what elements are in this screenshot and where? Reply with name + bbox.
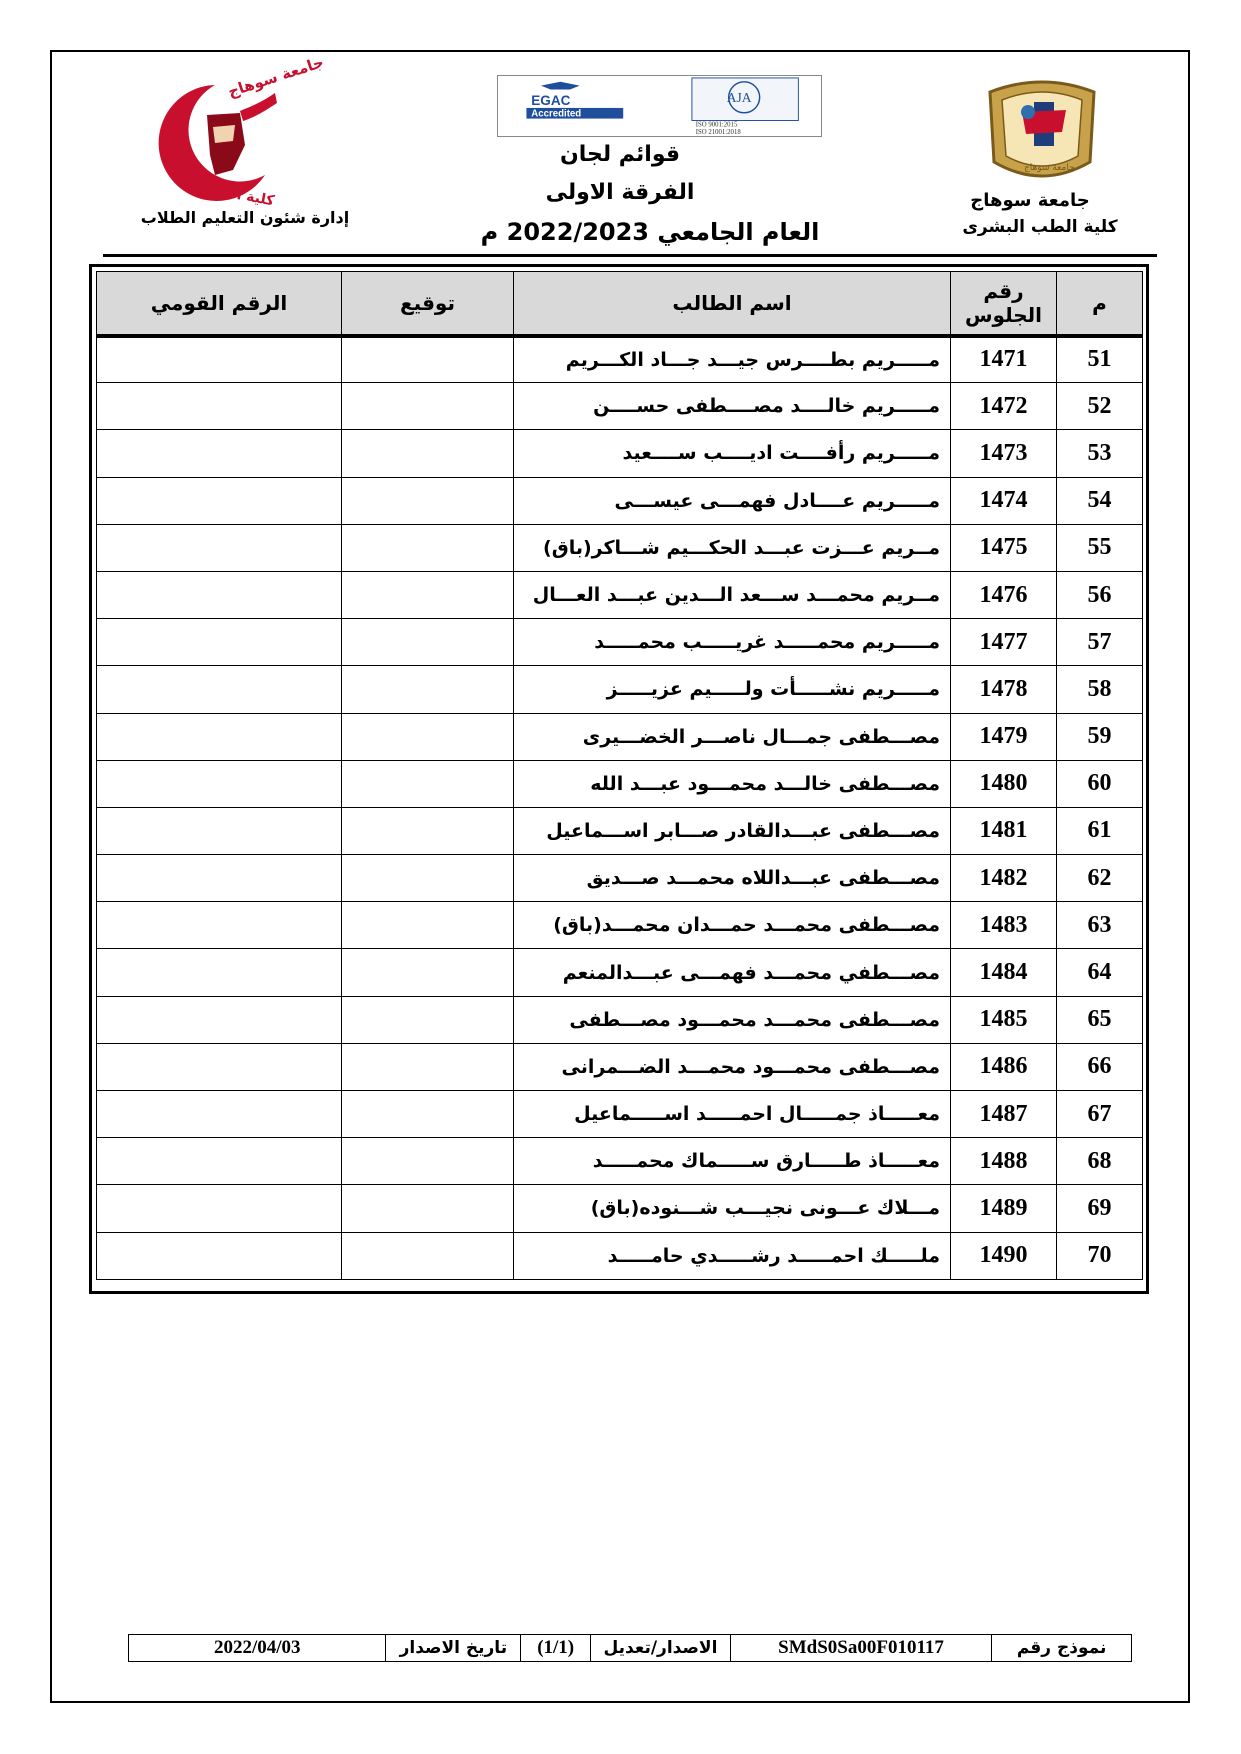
seat-number: 1478 bbox=[951, 666, 1057, 713]
university-name: جامعة سوهاج bbox=[970, 190, 1090, 211]
committee-table-frame bbox=[89, 264, 1149, 1294]
table-row bbox=[97, 430, 1143, 477]
table-row bbox=[97, 807, 1143, 854]
committee-table bbox=[96, 271, 1143, 1280]
seat-number: 1487 bbox=[951, 1091, 1057, 1138]
student-name: مصـــطفى عبـــداللاه محمـــد صـــديق bbox=[514, 855, 951, 902]
svg-text:Accredited: Accredited bbox=[531, 108, 582, 120]
national-id-cell bbox=[97, 1091, 342, 1138]
student-name: مـــــريم رأفــــت اديــــب ســــعيد bbox=[514, 430, 951, 477]
table-row bbox=[97, 949, 1143, 996]
row-index: 54 bbox=[1057, 477, 1143, 524]
signature-cell bbox=[342, 1043, 514, 1090]
signature-cell bbox=[342, 524, 514, 571]
student-name: مصـــطفى محمـــد حمـــدان محمـــد(باق) bbox=[514, 902, 951, 949]
seat-number: 1490 bbox=[951, 1232, 1057, 1279]
issue-date: 2022/04/03 bbox=[213, 1637, 301, 1658]
academic-level: الفرقة الاولى bbox=[545, 180, 695, 205]
department-name: إدارة شئون التعليم الطلاب bbox=[140, 208, 350, 227]
national-id-cell bbox=[97, 666, 342, 713]
table-row bbox=[97, 383, 1143, 430]
row-index: 60 bbox=[1057, 760, 1143, 807]
student-name: مـــــريم بطــــرس جيـــد جـــاد الكـــريم bbox=[514, 336, 951, 383]
student-name: مـــــريم عــــادل فهمـــى عيســـى bbox=[514, 477, 951, 524]
national-id-cell bbox=[97, 807, 342, 854]
document-title: قوائم لجان bbox=[559, 142, 681, 167]
form-number: SMdS0Sa00F010117 bbox=[730, 1635, 991, 1661]
row-index: 66 bbox=[1057, 1043, 1143, 1090]
seat-number: 1482 bbox=[951, 855, 1057, 902]
national-id-cell bbox=[97, 855, 342, 902]
seat-number: 1481 bbox=[951, 807, 1057, 854]
student-name: مــريم عـــزت عبـــد الحكـــيم شـــاكر(باق) bbox=[514, 524, 951, 571]
table-row bbox=[97, 336, 1143, 383]
svg-text:EGAC: EGAC bbox=[531, 93, 571, 109]
seat-number: 1488 bbox=[951, 1138, 1057, 1185]
seat-number: 1486 bbox=[951, 1043, 1057, 1090]
table-row bbox=[97, 1091, 1143, 1138]
national-id-cell bbox=[97, 1185, 342, 1232]
student-name: مصـــطفى محمـــد محمـــود مصـــطفى bbox=[514, 996, 951, 1043]
signature-cell bbox=[342, 1185, 514, 1232]
signature-cell bbox=[342, 1138, 514, 1185]
student-name: معـــــاذ جمـــــال احمـــــد اســـــماعيل bbox=[514, 1091, 951, 1138]
national-id-cell bbox=[97, 619, 342, 666]
row-index: 67 bbox=[1057, 1091, 1143, 1138]
student-name: معـــــاذ طـــــارق ســـــماك محمـــــد bbox=[514, 1138, 951, 1185]
academic-year: العام الجامعي 2022/2023 م bbox=[480, 218, 820, 246]
row-index: 68 bbox=[1057, 1138, 1143, 1185]
signature-cell bbox=[342, 430, 514, 477]
student-name: مصـــطفى عبـــدالقادر صـــابر اســـماعيل bbox=[514, 807, 951, 854]
student-name: مصـــطفي محمـــد فهمـــى عبـــدالمنعم bbox=[514, 949, 951, 996]
national-id-cell bbox=[97, 430, 342, 477]
row-index: 65 bbox=[1057, 996, 1143, 1043]
row-index: 55 bbox=[1057, 524, 1143, 571]
table-row bbox=[97, 524, 1143, 571]
table-row bbox=[97, 1185, 1143, 1232]
table-row bbox=[97, 855, 1143, 902]
row-index: 70 bbox=[1057, 1232, 1143, 1279]
signature-cell bbox=[342, 1091, 514, 1138]
signature-cell bbox=[342, 713, 514, 760]
seat-number: 1477 bbox=[951, 619, 1057, 666]
student-name: مصـــطفى محمـــود محمـــد الضـــمرانى bbox=[514, 1043, 951, 1090]
student-name: مـــلاك عـــونى نجيـــب شـــنوده(باق) bbox=[514, 1185, 951, 1232]
col-header-national-id: الرقم القومي bbox=[97, 272, 342, 336]
col-header-index: م bbox=[1057, 272, 1143, 336]
signature-cell bbox=[342, 383, 514, 430]
student-name: مـــــريم محمـــــد غريـــــب محمـــــد bbox=[514, 619, 951, 666]
version-value: (1/1) bbox=[520, 1635, 590, 1661]
student-name: مـــــريم نشـــــأت ولـــــيم عزيـــــز bbox=[514, 666, 951, 713]
signature-cell bbox=[342, 807, 514, 854]
svg-text:AJA: AJA bbox=[726, 90, 752, 106]
student-name: مـــــريم خالــــد مصــــطفى حســــن bbox=[514, 383, 951, 430]
table-row bbox=[97, 1138, 1143, 1185]
row-index: 63 bbox=[1057, 902, 1143, 949]
national-id-cell bbox=[97, 713, 342, 760]
row-index: 53 bbox=[1057, 430, 1143, 477]
national-id-cell bbox=[97, 524, 342, 571]
table-row bbox=[97, 571, 1143, 618]
svg-text:جامعة سوهاج: جامعة سوهاج bbox=[1024, 163, 1075, 173]
header-divider bbox=[103, 254, 1157, 257]
seat-number: 1475 bbox=[951, 524, 1057, 571]
table-row bbox=[97, 713, 1143, 760]
student-name: ملـــــك احمـــــد رشـــــدي حامـــــد bbox=[514, 1232, 951, 1279]
svg-text:جامعة سوهاج: جامعة سوهاج bbox=[225, 52, 326, 101]
seat-number: 1484 bbox=[951, 949, 1057, 996]
svg-text:كلية الطب: كلية الطب bbox=[202, 181, 276, 210]
student-name: مصـــطفى خالـــد محمـــود عبـــد الله bbox=[514, 760, 951, 807]
signature-cell bbox=[342, 336, 514, 383]
svg-text:ISO 21001:2018: ISO 21001:2018 bbox=[695, 129, 741, 137]
signature-cell bbox=[342, 855, 514, 902]
col-header-signature: توقيع bbox=[342, 272, 514, 336]
national-id-cell bbox=[97, 760, 342, 807]
national-id-cell bbox=[97, 996, 342, 1043]
accreditation-logos bbox=[497, 75, 822, 137]
table-row bbox=[97, 1232, 1143, 1279]
row-index: 52 bbox=[1057, 383, 1143, 430]
form-number-label: نموذج رقم bbox=[991, 1635, 1131, 1661]
national-id-cell bbox=[97, 1138, 342, 1185]
form-footer bbox=[128, 1634, 1132, 1662]
table-row bbox=[97, 1043, 1143, 1090]
student-name: مصـــطفى جمـــال ناصـــر الخضـــيرى bbox=[514, 713, 951, 760]
seat-number: 1489 bbox=[951, 1185, 1057, 1232]
issue-date-label: تاريخ الاصدار bbox=[385, 1635, 520, 1661]
seat-number: 1485 bbox=[951, 996, 1057, 1043]
seat-number: 1471 bbox=[951, 336, 1057, 383]
seat-number: 1472 bbox=[951, 383, 1057, 430]
col-header-seat: رقم الجلوس bbox=[951, 272, 1057, 336]
version-label: الاصدار/تعديل bbox=[590, 1635, 730, 1661]
national-id-cell bbox=[97, 949, 342, 996]
table-row bbox=[97, 902, 1143, 949]
seat-number: 1474 bbox=[951, 477, 1057, 524]
national-id-cell bbox=[97, 902, 342, 949]
faculty-name: كلية الطب البشرى bbox=[962, 217, 1118, 237]
col-header-name: اسم الطالب bbox=[514, 272, 951, 336]
signature-cell bbox=[342, 619, 514, 666]
national-id-cell bbox=[97, 383, 342, 430]
row-index: 61 bbox=[1057, 807, 1143, 854]
seat-number: 1483 bbox=[951, 902, 1057, 949]
row-index: 59 bbox=[1057, 713, 1143, 760]
signature-cell bbox=[342, 1232, 514, 1279]
national-id-cell bbox=[97, 571, 342, 618]
seat-number: 1476 bbox=[951, 571, 1057, 618]
signature-cell bbox=[342, 666, 514, 713]
row-index: 62 bbox=[1057, 855, 1143, 902]
table-row bbox=[97, 760, 1143, 807]
signature-cell bbox=[342, 902, 514, 949]
row-index: 51 bbox=[1057, 336, 1143, 383]
svg-text:ISO 9001:2015: ISO 9001:2015 bbox=[695, 121, 738, 129]
seat-number: 1479 bbox=[951, 713, 1057, 760]
national-id-cell bbox=[97, 1232, 342, 1279]
table-row bbox=[97, 666, 1143, 713]
national-id-cell bbox=[97, 336, 342, 383]
university-seal bbox=[980, 72, 1104, 190]
signature-cell bbox=[342, 760, 514, 807]
signature-cell bbox=[342, 477, 514, 524]
signature-cell bbox=[342, 996, 514, 1043]
seat-number: 1473 bbox=[951, 430, 1057, 477]
row-index: 64 bbox=[1057, 949, 1143, 996]
table-row bbox=[97, 477, 1143, 524]
row-index: 56 bbox=[1057, 571, 1143, 618]
table-row bbox=[97, 619, 1143, 666]
signature-cell bbox=[342, 571, 514, 618]
national-id-cell bbox=[97, 1043, 342, 1090]
row-index: 69 bbox=[1057, 1185, 1143, 1232]
table-row bbox=[97, 996, 1143, 1043]
student-name: مــريم محمـــد ســـعد الـــدين عبـــد العـــال bbox=[514, 571, 951, 618]
seat-number: 1480 bbox=[951, 760, 1057, 807]
row-index: 57 bbox=[1057, 619, 1143, 666]
table-header-row bbox=[97, 272, 1143, 336]
faculty-logo bbox=[115, 52, 326, 210]
national-id-cell bbox=[97, 477, 342, 524]
signature-cell bbox=[342, 949, 514, 996]
row-index: 58 bbox=[1057, 666, 1143, 713]
